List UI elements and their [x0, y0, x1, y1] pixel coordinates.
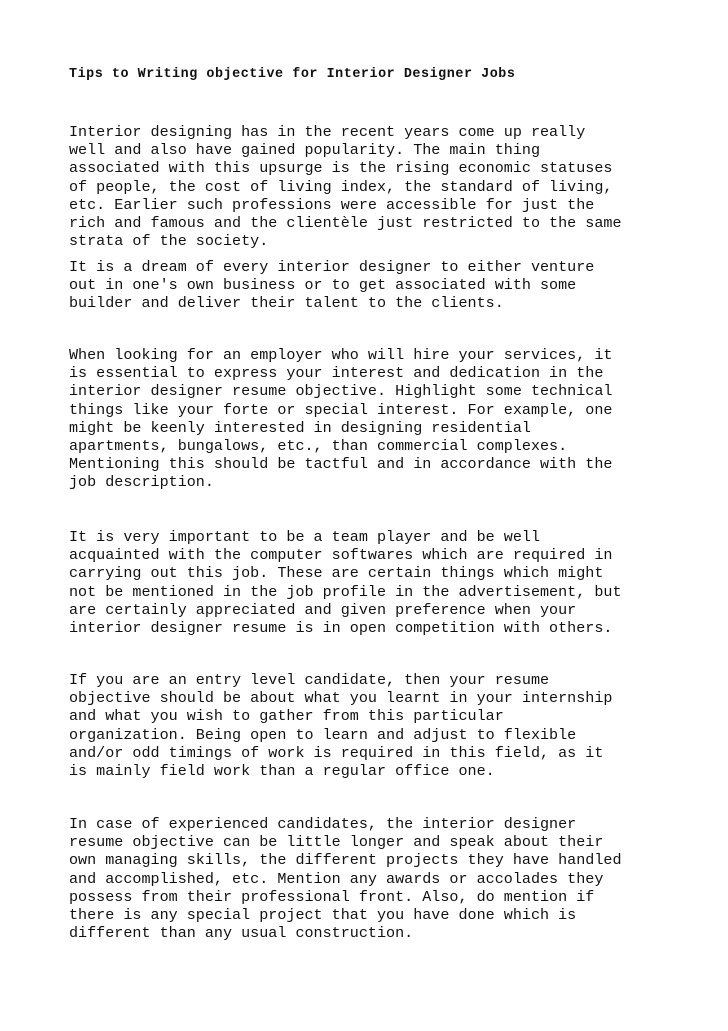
paragraph-dream: It is a dream of every interior designer to either venture out in one's own business or to get associated with some builder and deliver their talent to the clients. — [69, 258, 595, 313]
paragraph-experienced: In case of experienced candidates, the interior designer resume objective can be little longer and speak about their own managing skills, the different projects they have handled and accomplished, etc. Mention any awards or accolades they possess from their professional front. Also, do mention if there is any special project that you have done which is different than any usual construction. — [69, 815, 622, 943]
paragraph-employer: When looking for an employer who will hire your services, it is essential to express your interest and dedication in the interior designer resume objective. Highlight some technical things like your forte or special interest. For example, one might be keenly interested in designing residential apartments, bungalows, etc., than commercial complexes. Mentioning this should be tactful and in accordance with the job description. — [69, 346, 613, 492]
paragraph-entry-level: If you are an entry level candidate, then your resume objective should be about what you learnt in your internship and what you wish to gather from this particular organization. Being open to learn and adjust to flexible and/or odd timings of work is required in this field, as it is mainly field work than a regular office one. — [69, 671, 613, 781]
document-title: Tips to Writing objective for Interior Designer Jobs — [69, 67, 516, 82]
paragraph-intro: Interior designing has in the recent years come up really well and also have gained popularity. The main thing associated with this upsurge is the rising economic statuses of people, the cost of living index, the standard of living, etc. Earlier such professions were accessible for just the rich and famous and the clientèle just restricted to the same strata of the society. — [69, 123, 622, 251]
paragraph-team-player: It is very important to be a team player and be well acquainted with the computer softwares which are required in carrying out this job. These are certain things which might not be mentioned in the job profile in the advertisement, but are certainly appreciated and given preference when your interior designer resume is in open competition with others. — [69, 528, 622, 638]
